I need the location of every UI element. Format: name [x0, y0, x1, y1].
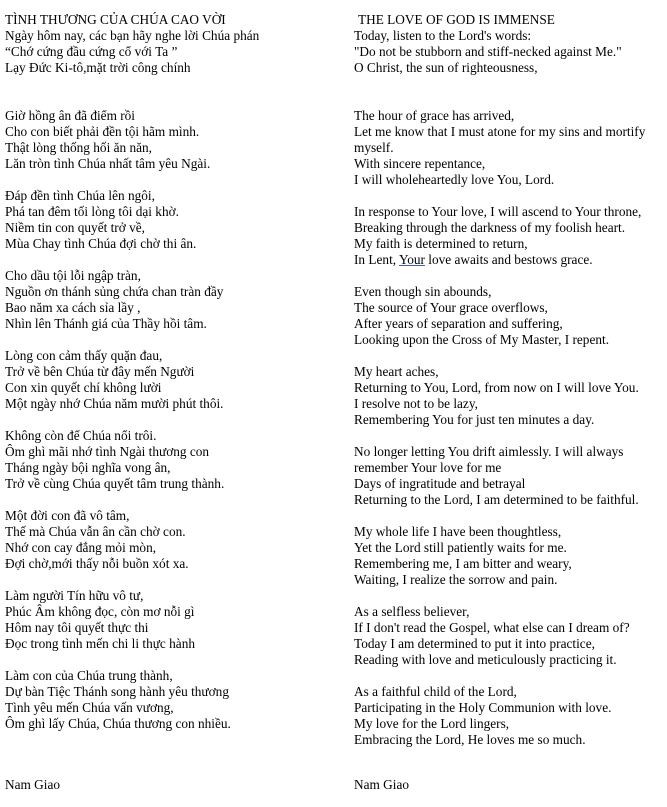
stanza-gap: [5, 332, 345, 348]
poem-line: Let me know that I must atone for my sins and mortify myself.: [354, 124, 646, 155]
stanza: [354, 684, 664, 748]
stanza-gap: [5, 492, 345, 508]
stanza-gap: [354, 428, 664, 444]
poem-line: Looking upon the Cross of My Master, I repent.: [354, 332, 610, 347]
poem-line: Tháng ngày bội nghĩa vong ân,: [5, 460, 171, 475]
poem-line: Nguồn ơn thánh sủng chứa chan tràn đầy: [5, 284, 224, 299]
stanza-gap: [354, 188, 664, 204]
poem-line: Reading with love and meticulously practicing it.: [354, 652, 617, 667]
poem-line: Returning to You, Lord, from now on I will love You.: [354, 380, 639, 395]
poem-line: Nhớ con cay đắng mỏi mòn,: [5, 540, 157, 555]
poem-line: Nhìn lên Thánh giá của Thầy hồi tâm.: [5, 316, 207, 331]
stanza: [354, 604, 664, 668]
poem-line: Phúc Âm không đọc, còn mơ nỗi gì: [5, 604, 195, 619]
poem-line: No longer letting You drift aimlessly. I will always remember Your love for me: [354, 444, 624, 475]
stanza: [354, 204, 664, 268]
poem-line: As a selfless believer,: [354, 604, 470, 619]
stanza: [354, 524, 664, 588]
poem-line: Waiting, I realize the sorrow and pain.: [354, 572, 558, 587]
stanza: [5, 668, 345, 732]
poem-line: Today I am determined to put it into practice,: [354, 636, 595, 651]
poem-line: Cho con biết phải đền tội hãm mình.: [5, 124, 200, 139]
poem-line: As a faithful child of the Lord,: [354, 684, 517, 699]
poem-line: Đáp đền tình Chúa lên ngôi,: [5, 188, 155, 203]
poem-line: Participating in the Holy Communion with love.: [354, 700, 612, 715]
stanza-gap: [354, 588, 664, 604]
poem-line: Làm người Tín hữu vô tư,: [5, 588, 144, 603]
poem-line: Lăn tròn tình Chúa nhất tâm yêu Ngài.: [5, 156, 211, 171]
poem-line: Ôm ghì mãi nhớ tình Ngài thương con: [5, 444, 210, 459]
poem-line: Một ngày nhớ Chúa năm mười phút thôi.: [5, 396, 224, 411]
stanza-gap: [5, 572, 345, 588]
poem-line: Breaking through the darkness of my foolish heart.: [354, 220, 626, 235]
stanza: [354, 364, 664, 428]
poem-line: Thật lòng thống hối ăn năn,: [5, 140, 152, 155]
poem-line: Hôm nay tôi quyết thực thi: [5, 620, 149, 635]
poem-line: In response to Your love, I will ascend to Your throne,: [354, 204, 642, 219]
stanza: [5, 428, 345, 492]
poem-line: My heart aches,: [354, 364, 439, 379]
vietnamese-poem-column: [5, 12, 345, 732]
poem-line: Tình yêu mến Chúa vấn vương,: [5, 700, 174, 715]
poem-line: Embracing the Lord, He loves me so much.: [354, 732, 586, 747]
stanza: [354, 284, 664, 348]
poem-line: I will wholeheartedly love You, Lord.: [354, 172, 555, 187]
poem-line: The hour of grace has arrived,: [354, 108, 515, 123]
poem-line: Làm con của Chúa trung thành,: [5, 668, 173, 683]
poem-line: O Christ, the sun of righteousness,: [354, 60, 538, 75]
poem-line: “Chớ cứng đầu cứng cổ với Ta ”: [5, 44, 178, 59]
poem-line: Dự bàn Tiệc Thánh song hành yêu thương: [5, 684, 229, 699]
stanza-gap: [354, 268, 664, 284]
poem-line: Remembering You for just ten minutes a day.: [354, 412, 595, 427]
poem-line: Even though sin abounds,: [354, 284, 492, 299]
poem-line: Trở về bên Chúa từ đây mến Người: [5, 364, 195, 379]
poem-line: With sincere repentance,: [354, 156, 486, 171]
stanza: [354, 28, 664, 76]
english-poem-column: [354, 12, 664, 748]
poem-line: My faith is determined to return,: [354, 236, 528, 251]
poem-line: After years of separation and suffering,: [354, 316, 563, 331]
poem-line: My whole life I have been thoughtless,: [354, 524, 562, 539]
poem-line: If I don't read the Gospel, what else can I dream of?: [354, 620, 630, 635]
stanza: [5, 28, 345, 76]
stanza: [5, 188, 345, 252]
poem-line: I resolve not to be lazy,: [354, 396, 478, 411]
stanza-gap: [5, 252, 345, 268]
stanza: [5, 108, 345, 172]
poem-line: Mùa Chay tình Chúa đợi chờ thi ân.: [5, 236, 197, 251]
poem-line: Bao năm xa cách sỉa lầy ,: [5, 300, 141, 315]
poem-line: My love for the Lord lingers,: [354, 716, 510, 731]
poem-line: Returning to the Lord, I am determined to be faithful.: [354, 492, 639, 507]
stanza-gap: [5, 76, 345, 108]
stanza-gap: [354, 76, 664, 108]
poem-line: Yet the Lord still patiently waits for me.: [354, 540, 567, 555]
stanza: [5, 508, 345, 572]
poem-line: Trở về cùng Chúa quyết tâm trung thành.: [5, 476, 225, 491]
poem-line: Không còn để Chúa nổi trôi.: [5, 428, 157, 443]
stanza: [354, 108, 664, 188]
stanza: [5, 348, 345, 412]
stanza-gap: [5, 172, 345, 188]
stanza: [5, 588, 345, 652]
vietnamese-title: TÌNH THƯƠNG CỦA CHÚA CAO VỜI: [5, 12, 226, 27]
poem-line: Niềm tin con quyết trở về,: [5, 220, 145, 235]
poem-line: Remembering me, I am bitter and weary,: [354, 556, 572, 571]
poem-line: Lòng con cảm thấy quặn đau,: [5, 348, 163, 363]
english-title: THE LOVE OF GOD IS IMMENSE: [358, 12, 555, 27]
poem-line: Con xin quyết chí không lười: [5, 380, 162, 395]
poem-line: Lạy Đức Ki-tô,mặt trời công chính: [5, 60, 191, 75]
english-author: Nam Giao: [354, 777, 410, 792]
stanza-gap: [354, 668, 664, 684]
poem-line: Đợi chờ,mới thấy nỗi buồn xót xa.: [5, 556, 189, 571]
poem-line: The source of Your grace overflows,: [354, 300, 548, 315]
stanza-gap: [5, 652, 345, 668]
stanza-gap: [5, 412, 345, 428]
poem-line: Một đời con đã vô tâm,: [5, 508, 130, 523]
poem-line: Days of ingratitude and betrayal: [354, 476, 526, 491]
vietnamese-author: Nam Giao: [5, 777, 61, 792]
poem-line: Cho dầu tội lỗi ngập tràn,: [5, 268, 141, 283]
poem-line: Ôm ghì lấy Chúa, Chúa thương con nhiều.: [5, 716, 231, 731]
poem-line: In Lent, Your love awaits and bestows grace.: [354, 252, 593, 267]
stanza: [354, 444, 664, 508]
marked-word: Your: [398, 252, 425, 267]
poem-line: Phá tan đêm tối lòng tôi dại khờ.: [5, 204, 179, 219]
poem-line: Today, listen to the Lord's words:: [354, 28, 532, 43]
poem-line: Thế mà Chúa vẫn ân cần chờ con.: [5, 524, 186, 539]
poem-line: Đọc trong tình mến chi li thực hành: [5, 636, 195, 651]
stanza-gap: [354, 348, 664, 364]
poem-line: Giờ hồng ân đã điểm rồi: [5, 108, 136, 123]
stanza-gap: [354, 508, 664, 524]
poem-line: "Do not be stubborn and stiff-necked against Me.": [354, 44, 622, 59]
stanza: [5, 268, 345, 332]
poem-line: Ngày hôm nay, các bạn hãy nghe lời Chúa phán: [5, 28, 260, 43]
